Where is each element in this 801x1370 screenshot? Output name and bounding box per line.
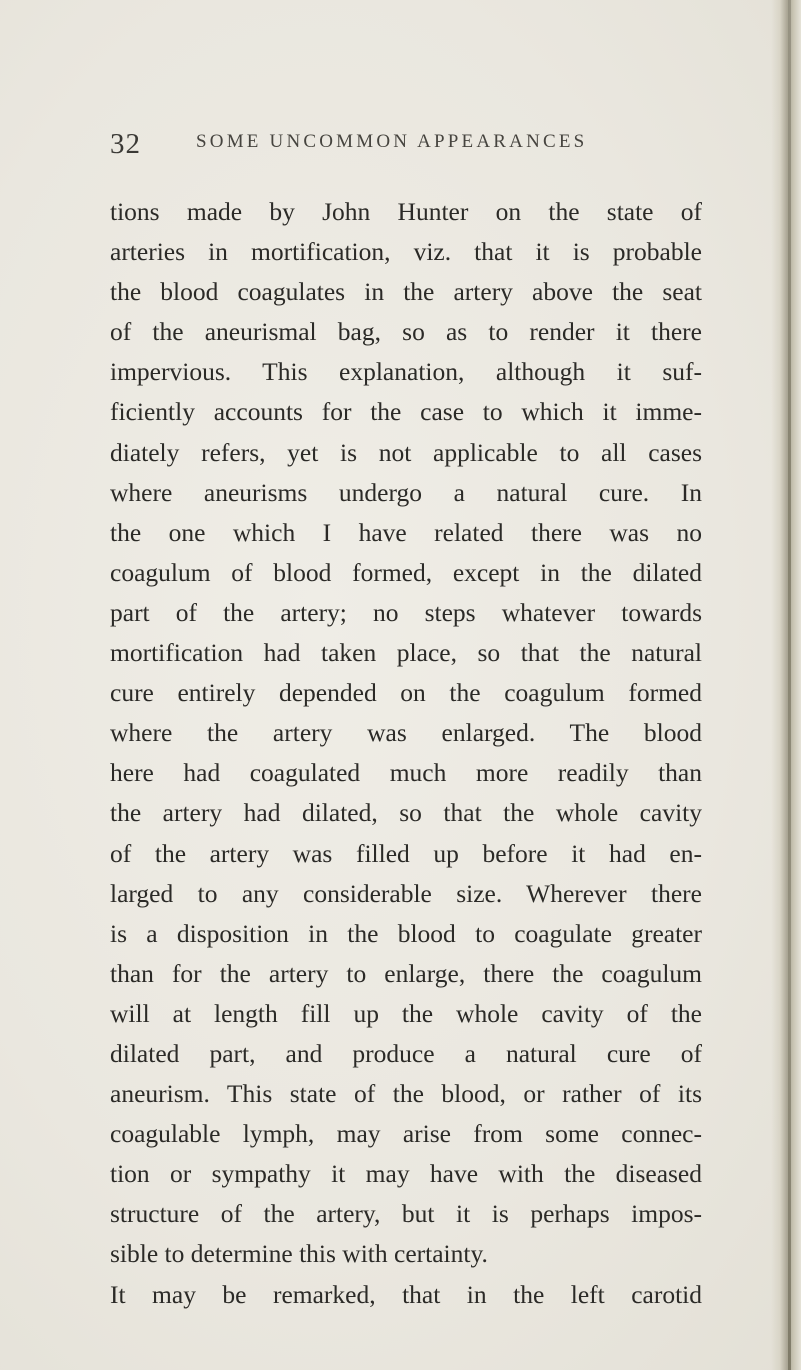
text-line: arteries in mortification, viz. that it is probable: [110, 237, 702, 267]
text-line: ficiently accounts for the case to which it imme-: [110, 397, 702, 427]
text-line: impervious. This explanation, although it suf-: [110, 357, 702, 387]
text-line: structure of the artery, but it is perhaps impos-: [110, 1199, 702, 1229]
running-head: SOME UNCOMMON APPEARANCES: [196, 131, 588, 152]
text-line: here had coagulated much more readily than: [110, 758, 702, 788]
text-line: mortification had taken place, so that the natural: [110, 638, 702, 668]
text-line: diately refers, yet is not applicable to all cases: [110, 437, 702, 467]
text-line: the one which I have related there was no: [110, 517, 702, 547]
body-text: [110, 192, 702, 1315]
page-number: 32: [110, 128, 141, 160]
text-line: It may be remarked, that in the left carotid: [110, 1279, 702, 1309]
page-gutter-edge: [788, 0, 791, 1370]
text-line: dilated part, and produce a natural cure of: [110, 1038, 702, 1068]
text-line: coagulable lymph, may arise from some connec-: [110, 1119, 702, 1149]
text-line: will at length fill up the whole cavity of the: [110, 998, 702, 1028]
text-line: aneurism. This state of the blood, or rather of its: [110, 1079, 702, 1109]
text-line: is a disposition in the blood to coagulate greater: [110, 918, 702, 948]
text-line: where aneurisms undergo a natural cure. In: [110, 477, 702, 507]
text-line: tion or sympathy it may have with the diseased: [110, 1159, 702, 1189]
text-line: of the artery was filled up before it had en-: [110, 838, 702, 868]
text-line: tions made by John Hunter on the state of: [110, 197, 702, 226]
text-line: the artery had dilated, so that the whole cavity: [110, 798, 702, 828]
text-line: larged to any considerable size. Wherever there: [110, 878, 702, 908]
page-edge-shadow: [771, 0, 801, 1370]
page-header: [110, 128, 710, 160]
text-line: than for the artery to enlarge, there the coagulum: [110, 958, 702, 988]
text-line: of the aneurismal bag, so as to render it there: [110, 317, 702, 347]
text-line: coagulum of blood formed, except in the dilated: [110, 557, 702, 587]
text-line: the blood coagulates in the artery above the seat: [110, 277, 702, 307]
text-line: sible to determine this with certainty.: [110, 1239, 488, 1269]
text-line: cure entirely depended on the coagulum formed: [110, 678, 702, 708]
text-line: part of the artery; no steps whatever towards: [110, 597, 702, 627]
text-line: where the artery was enlarged. The blood: [110, 718, 702, 748]
